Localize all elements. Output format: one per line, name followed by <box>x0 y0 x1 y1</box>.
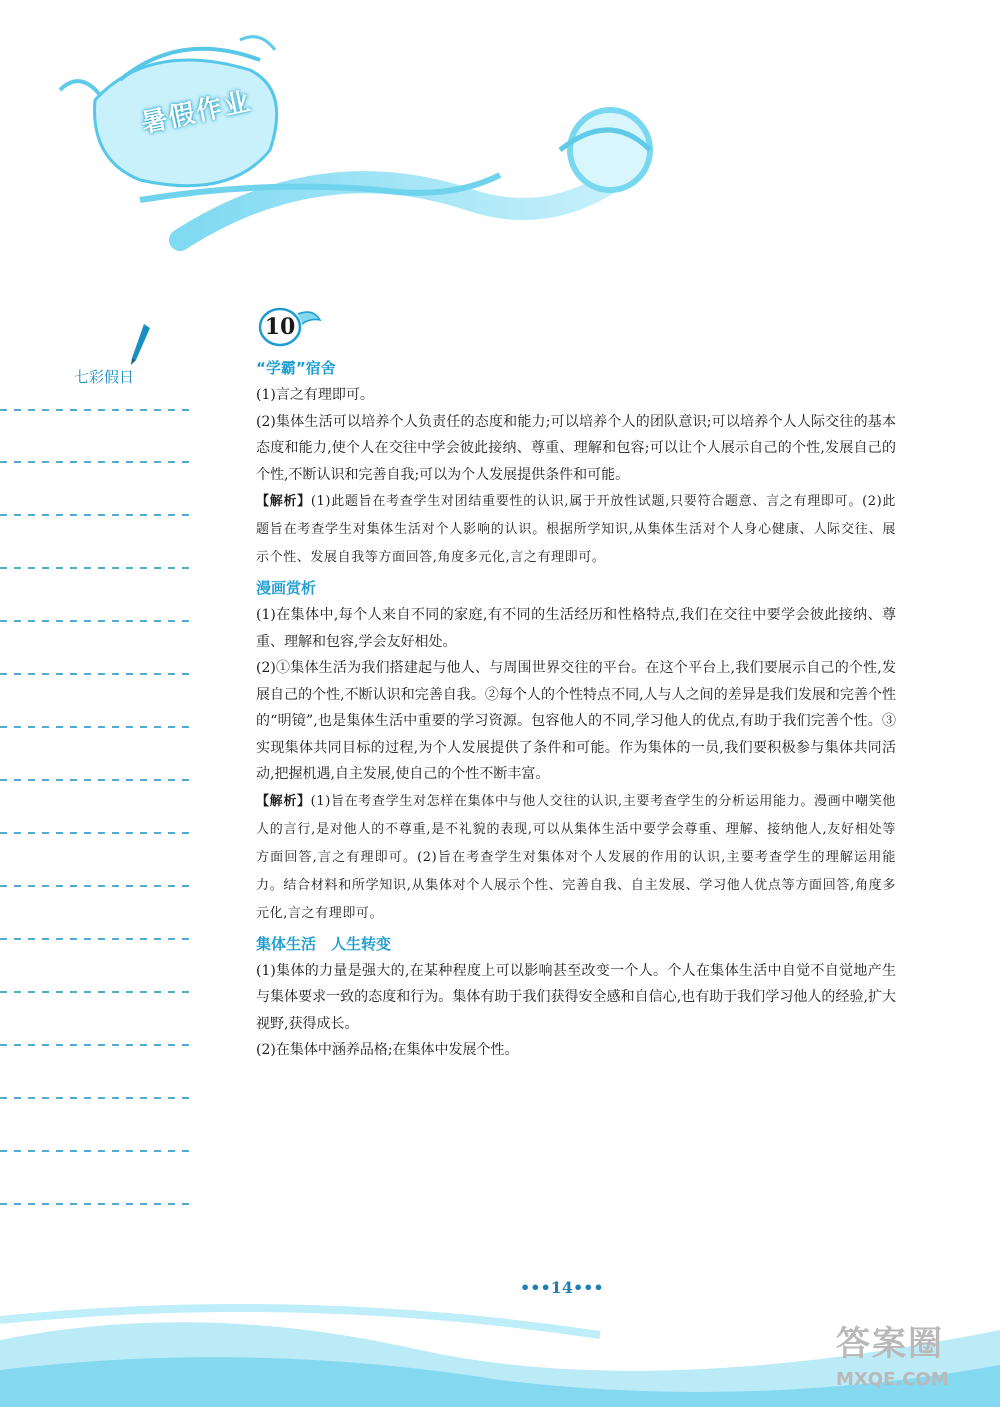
analysis-note <box>256 488 896 572</box>
watermark-cn: 答案圈 <box>836 1324 944 1364</box>
question-number: 10 <box>264 314 296 340</box>
answer-paragraph: (1)集体的力量是强大的,在某种程度上可以影响甚至改变一个人。个人在集体生活中自觉不自觉地产生与集体要求一致的态度和行为。集体有助于我们获得安全感和自信心,也有助于我们学习他人的经验,扩大视野,获得成长。 <box>256 962 896 1032</box>
section-title: “学霸”宿舍 <box>256 359 336 377</box>
answer-paragraph: (2)①集体生活为我们搭建起与他人、与周围世界交往的平台。在这个平台上,我们要展示自己的个性,发展自己的个性,不断认识和完善自我。②每个人的个性特点不同,人与人之间的差异是我们发展和完善个性的“明镜”,也是集体生活中重要的学习资源。包容他人的不同,学习他人的优点,有助于我们完善个性。③实现集体共同目标的过程,为个人发展提供了条件和可能。作为集体的一员,我们要积极参与集体共同活动,把握机遇,自主发展,使自己的个性不断丰富。 <box>256 660 896 782</box>
section-1 <box>256 354 896 572</box>
section-3 <box>256 930 896 1064</box>
answer-content <box>256 352 896 1064</box>
note-lines <box>0 0 200 1407</box>
section-title: 漫画赏析 <box>256 579 317 597</box>
sidebar-label: 七彩假日 <box>74 368 135 386</box>
answer-paragraph: (2)集体生活可以培养个人负责任的态度和能力;可以培养个人的团队意识;可以培养个人人际交往的基本态度和能力,使个人在交往中学会彼此接纳、尊重、理解和包容;可以让个人展示自己的个性,发展自己的个性,不断认识和完善自我;可以为个人发展提供条件和可能。 <box>256 413 896 483</box>
answer-paragraph: (1)言之有理即可。 <box>256 387 374 403</box>
analysis-label: 【解析】 <box>256 494 311 509</box>
watermark-en: MXQE.COM <box>836 1369 949 1390</box>
watermark <box>836 1316 986 1390</box>
section-2 <box>256 574 896 928</box>
section-title: 集体生活 人生转变 <box>256 934 392 953</box>
page-number: •••14••• <box>520 1278 604 1297</box>
analysis-text: (1)旨在考查学生对怎样在集体中与他人交往的认识,主要考查学生的分析运用能力。漫画中嘲笑他人的言行,是对他人的不尊重,是不礼貌的表现,可以从集体生活中要学会尊重、理解、接纳他人,友好相处等方面回答,言之有理即可。(2)旨在考查学生对集体对个人发展的作用的认识,主要考查学生的理解运用能力。结合材料和所学知识,从集体对个人展示个性、完善自我、自主发展、学习他人优点等方面回答,角度多元化,言之有理即可。 <box>256 793 896 921</box>
analysis-label: 【解析】 <box>256 793 311 809</box>
answer-paragraph: (2)在集体中涵养品格;在集体中发展个性。 <box>256 1042 519 1058</box>
banner-title: 暑假作业 <box>138 86 255 140</box>
answer-paragraph: (1)在集体中,每个人来自不同的家庭,有不同的生活经历和性格特点,我们在交往中要学会彼此接纳、尊重、理解和包容,学会友好相处。 <box>256 607 896 650</box>
analysis-note <box>256 788 896 928</box>
analysis-text: (1)此题旨在考查学生对团结重要性的认识,属于开放性试题,只要符合题意、言之有理即可。(2)此题旨在考查学生对集体生活对个人影响的认识。根据所学知识,从集体生活对个人身心健康、人际交往、展示个性、发展自我等方面回答,角度多元化,言之有理即可。 <box>256 494 897 565</box>
